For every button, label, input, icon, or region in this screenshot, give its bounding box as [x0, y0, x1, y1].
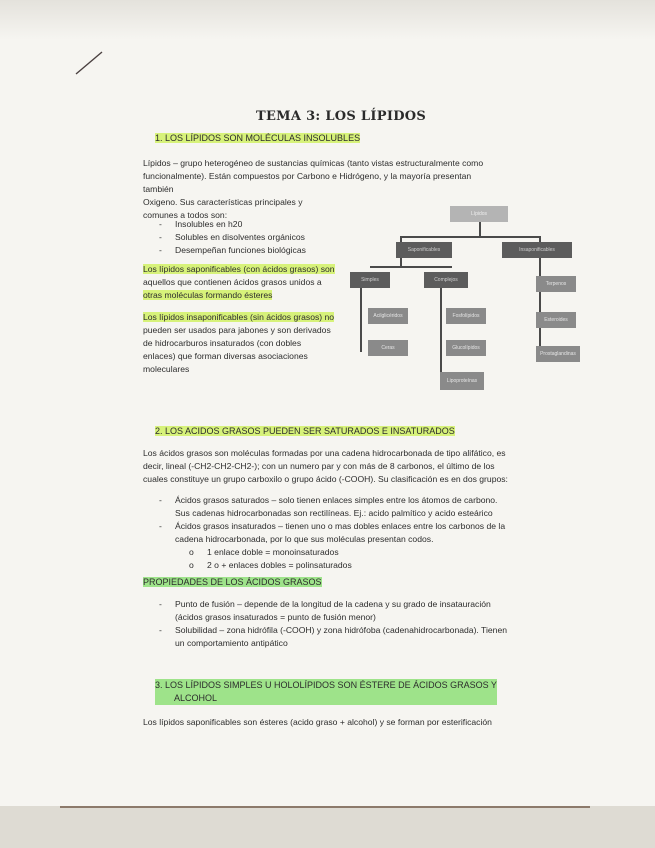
text-line: Lípidos – grupo heterogéneo de sustancias químicas (tanto vistas estructuralmente como	[143, 158, 484, 168]
diagram-node-complejos: Complejos	[424, 272, 468, 288]
pen-stroke-mark	[70, 44, 110, 84]
diagram-node-terpenos: Terpenos	[536, 276, 576, 292]
text-line: moleculares	[143, 364, 190, 374]
page-bottom-edge	[0, 806, 655, 848]
list-item: o 2 o + enlaces dobles = polinsaturados	[189, 560, 352, 570]
diagram-node-esteroides: Esteroides	[536, 312, 576, 328]
page-title: TEMA 3: LOS LÍPIDOS	[256, 109, 427, 124]
page-bottom-rule	[60, 806, 590, 808]
diagram-node-insaponificables: Insaponificables	[502, 242, 572, 258]
section-3-text: Los lípidos saponificables son ésteres (acido graso + alcohol) y se forman por esterificación	[143, 717, 492, 727]
text-line: cuales constituye un grupo carboxilo o grupo ácido (-COOH). Su clasificación es en dos grupos:	[143, 474, 508, 484]
list-item: - Insolubles en h20	[159, 219, 243, 229]
text-line: comunes a todos son:	[143, 210, 228, 220]
text-line: Los lípidos saponificables (con ácidos grasos) son	[143, 264, 335, 274]
characteristics-list	[145, 218, 306, 257]
diagram-node-ceras: Ceras	[368, 340, 408, 356]
text-line: Ácidos grasos saturados – solo tienen enlaces simples entre los átomos de carbono.	[175, 495, 498, 505]
fatty-acid-types-list	[145, 494, 525, 546]
diagram-node-glucolipidos: Glucolípidos	[446, 340, 486, 356]
text-line: aquellos que contienen ácidos grasos unidos a	[143, 277, 322, 287]
diagram-node-acilgliceridos: Acilglicéridos	[368, 308, 408, 324]
section-3-heading	[155, 679, 497, 705]
text-line: de hidrocarburos insaturados (con dobles	[143, 338, 302, 348]
saponificables-paragraph	[143, 263, 343, 302]
diagram-node-saponificables: Saponificables	[396, 242, 452, 258]
text-line: cadena hidrocarbonada, por lo que sus moléculas presentan codos.	[175, 534, 434, 544]
text-line: decir, lineal (-CH2-CH2-CH2-); con un numero par y con más de 8 carbonos, el último de los	[143, 461, 495, 471]
list-item: o 1 enlace doble = monoinsaturados	[189, 547, 339, 557]
section-1-heading: 1. LOS LÍPIDOS SON MOLÉCULAS INSOLUBLES	[155, 133, 361, 143]
diagram-node-simples: Simples	[350, 272, 390, 288]
text-line: pueden ser usados para jabones y son derivados	[143, 325, 331, 335]
list-item: - Ácidos grasos insaturados – tienen uno o mas dobles enlaces entre los carbonos de la cadena hidrocarbonada, por lo que sus moléculas presentan codos.	[145, 520, 525, 546]
text-line: funcionalmente). Están compuestos por Carbono e Hidrógeno, y la mayoría presentan también	[143, 171, 472, 194]
page-top-shade	[0, 0, 655, 40]
text-line: Punto de fusión – depende de la longitud de la cadena y su grado de insatauración	[175, 599, 491, 609]
text-line: Solubilidad – zona hidrófila (-COOH) y zona hidrófoba (cadenahidrocarbonada). Tienen	[175, 625, 508, 635]
text-line: Los ácidos grasos son moléculas formadas por una cadena hidrocarbonada de tipo alifático, es	[143, 448, 506, 458]
section-2-intro	[143, 447, 523, 486]
heading-line: ALCOHOL	[174, 693, 218, 703]
text-line: Ácidos grasos insaturados – tienen uno o mas dobles enlaces entre los carbonos de la	[175, 521, 506, 531]
heading-line: 3. LOS LÍPIDOS SIMPLES U HOLOLÍPIDOS SON ÉSTERE DE ÁCIDOS GRASOS Y	[155, 680, 497, 690]
text-line: (ácidos grasos insaturados = punto de fusión menor)	[175, 612, 376, 622]
diagram-node-lipoproteinas: Lipoproteínas	[440, 372, 484, 390]
section-2-heading: 2. LOS ACIDOS GRASOS PUEDEN SER SATURADOS E INSATURADOS	[155, 426, 455, 436]
list-item: - Solubles en disolventes orgánicos	[159, 232, 305, 242]
list-item: - Desempeñan funciones biológicas	[159, 245, 306, 255]
text-line: enlaces) que forman diversas asociaciones	[143, 351, 308, 361]
list-item: - Solubilidad – zona hidrófila (-COOH) y zona hidrófoba (cadenahidrocarbonada). Tienen un comportamiento antipático	[145, 624, 535, 650]
text-line: un comportamiento antipático	[175, 638, 288, 648]
list-item: - Punto de fusión – depende de la longitud de la cadena y su grado de insatauración (ácidos grasos insaturados = punto de fusión menor)	[145, 598, 535, 624]
diagram-node-lipidos: Lípidos	[450, 206, 508, 222]
lipid-classification-diagram	[340, 200, 600, 400]
properties-heading: PROPIEDADES DE LOS ÁCIDOS GRASOS	[143, 577, 322, 587]
text-line: Oxigeno. Sus características principales y	[143, 197, 303, 207]
unsaturation-sublist	[145, 546, 352, 572]
list-item: - Ácidos grasos saturados – solo tienen enlaces simples entre los átomos de carbono. Sus cadenas hidrocarbonadas son rectilíneas. Ej.: acido palmítico y acido esteárico	[145, 494, 525, 520]
text-line: Los lípidos insaponificables (sin ácidos grasos) no	[143, 312, 335, 322]
text-line: otras moléculas formando ésteres	[143, 290, 273, 300]
diagram-node-prostaglandinas: Prostaglandinas	[536, 346, 580, 362]
insaponificables-paragraph	[143, 311, 343, 376]
text-line: Sus cadenas hidrocarbonadas son rectilíneas. Ej.: acido palmítico y acido esteárico	[175, 508, 493, 518]
properties-list	[145, 598, 535, 650]
diagram-node-fosfolipidos: Fosfolípidos	[446, 308, 486, 324]
